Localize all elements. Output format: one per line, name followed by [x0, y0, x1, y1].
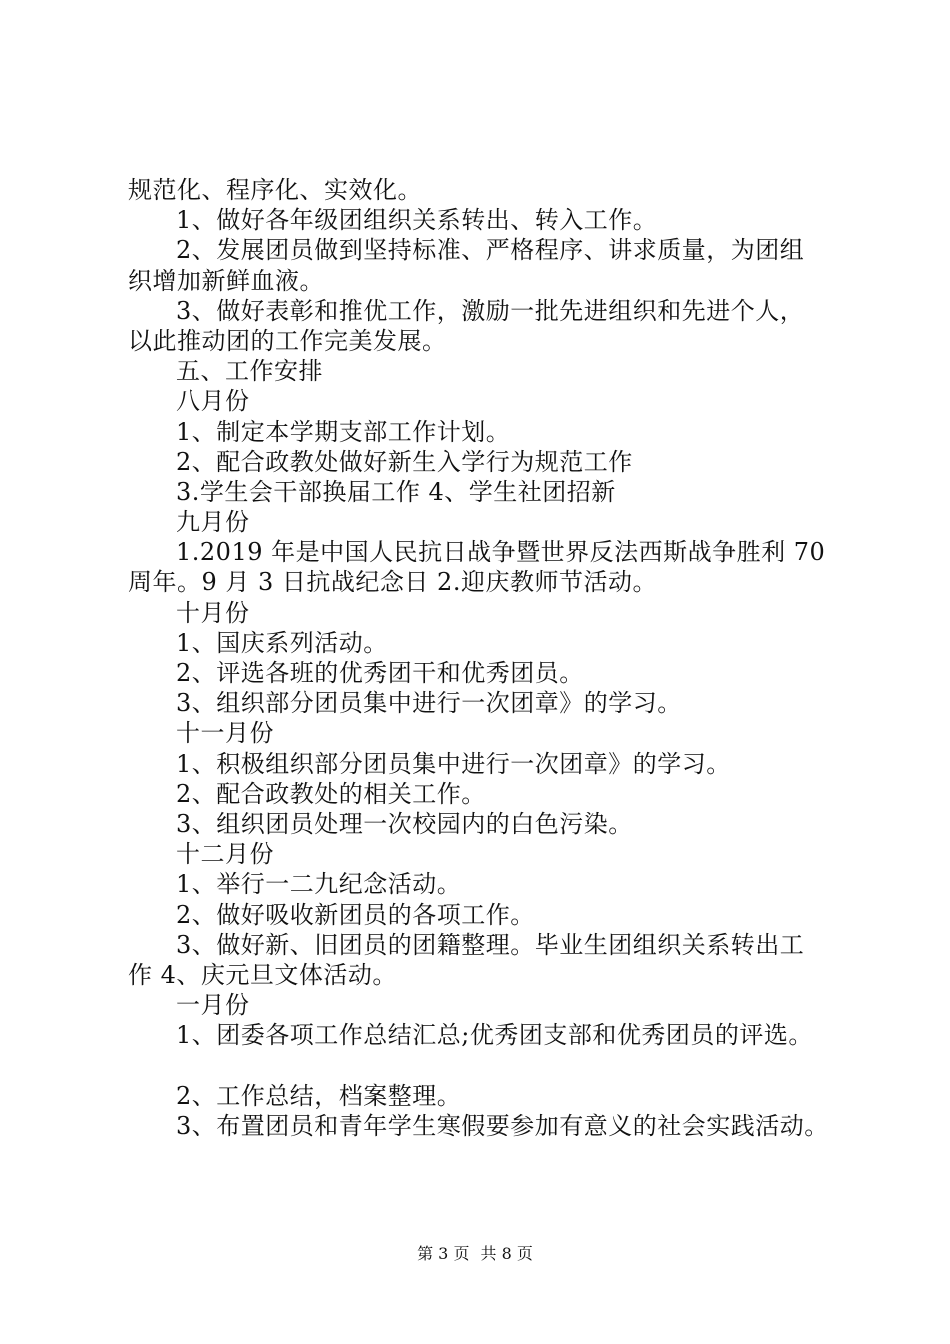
list-item: 1、团委各项工作总结汇总;优秀团支部和优秀团员的评选。 [176, 1021, 813, 1050]
list-item-continued: 作 4、庆元旦文体活动。 [128, 960, 397, 989]
list-item: 3、组织团员处理一次校园内的白色污染。 [176, 809, 633, 838]
page-number: 第 3 页 [417, 1244, 470, 1263]
list-item: 1.2019 年是中国人民抗日战争暨世界反法西斯战争胜利 70 [176, 538, 826, 567]
list-item: 2、配合政教处做好新生入学行为规范工作 [176, 447, 633, 476]
document-body [128, 175, 838, 1141]
list-item: 1、国庆系列活动。 [176, 628, 388, 657]
list-item: 2、做好吸收新团员的各项工作。 [176, 900, 535, 929]
month-heading: 十二月份 [176, 840, 274, 869]
paragraph-line: 3、做好表彰和推优工作，激励一批先进组织和先进个人， [176, 296, 805, 325]
list-item: 3、组织部分团员集中进行一次团章》的学习。 [176, 689, 682, 718]
list-item: 2、配合政教处的相关工作。 [176, 779, 486, 808]
list-item: 2、工作总结，档案整理。 [176, 1081, 462, 1110]
section-heading: 五、工作安排 [176, 357, 323, 386]
list-item: 2、评选各班的优秀团干和优秀团员。 [176, 659, 584, 687]
list-item: 1、积极组织部分团员集中进行一次团章》的学习。 [176, 749, 731, 778]
month-heading: 八月份 [176, 387, 250, 416]
list-item-continued: 周年。9 月 3 日抗战纪念日 2.迎庆教师节活动。 [128, 568, 657, 597]
paragraph-line: 1、做好各年级团组织关系转出、转入工作。 [176, 206, 658, 235]
page-footer [0, 1244, 950, 1264]
list-item: 3.学生会干部换届工作 4、学生社团招新 [176, 477, 616, 506]
page-total: 共 8 页 [480, 1244, 533, 1263]
paragraph-line: 以此推动团的工作完美发展。 [128, 326, 447, 355]
list-item: 1、举行一二九纪念活动。 [176, 870, 462, 899]
blank-line [128, 1050, 838, 1080]
month-heading: 一月份 [176, 991, 250, 1020]
list-item: 3、布置团员和青年学生寒假要参加有意义的社会实践活动。 [176, 1111, 829, 1140]
paragraph-line: 织增加新鲜血液。 [128, 266, 324, 295]
list-item: 3、做好新、旧团员的团籍整理。毕业生团组织关系转出工 [176, 930, 805, 959]
paragraph-line: 规范化、程序化、实效化。 [128, 176, 422, 204]
month-heading: 九月份 [176, 508, 250, 537]
list-item: 1、制定本学期支部工作计划。 [176, 417, 511, 446]
month-heading: 十一月份 [176, 719, 274, 748]
month-heading: 十月份 [176, 598, 250, 627]
paragraph-line: 2、发展团员做到坚持标准、严格程序、讲求质量，为团组 [176, 236, 805, 265]
